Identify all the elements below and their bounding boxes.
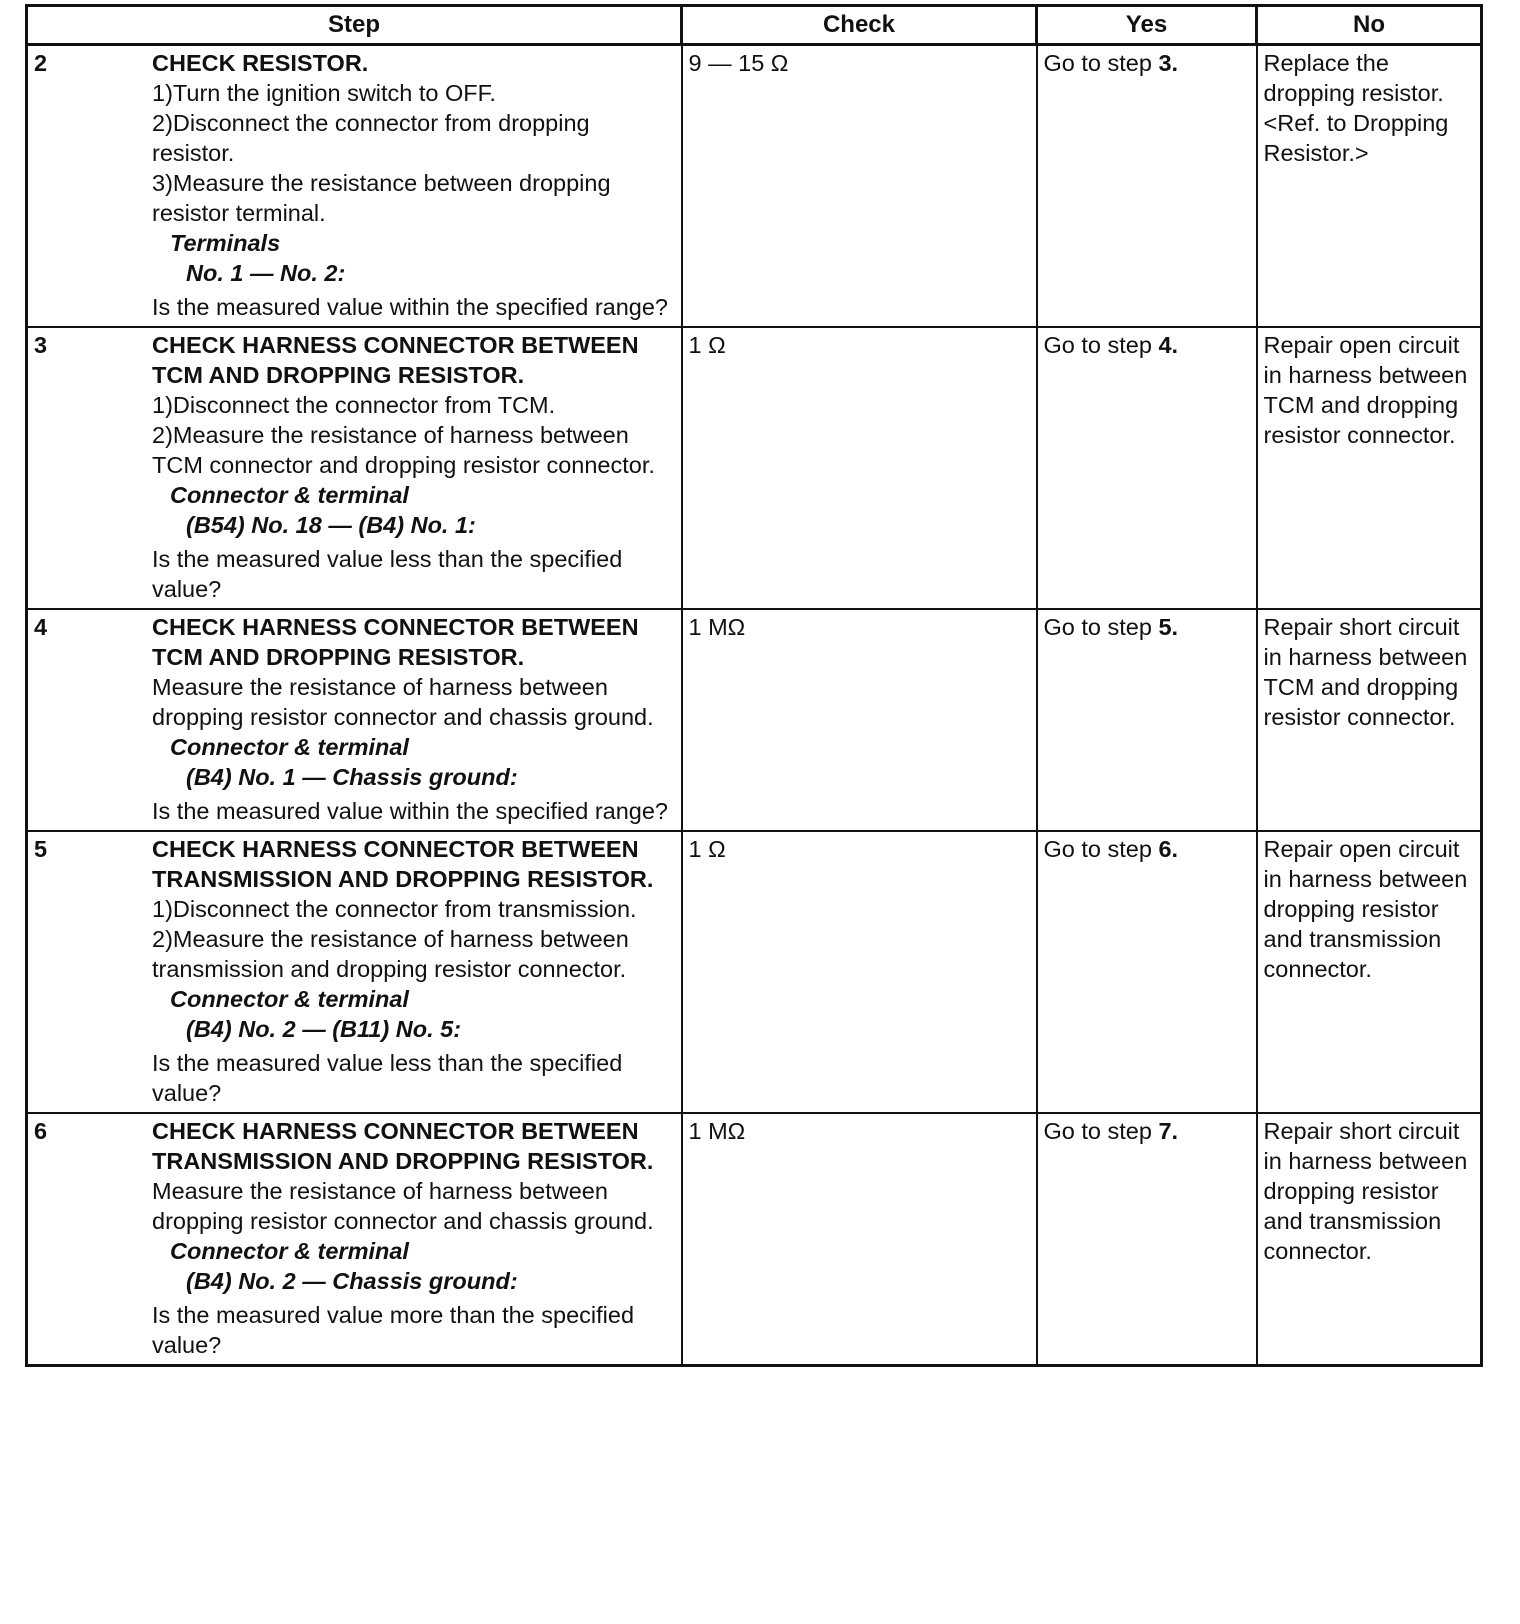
- yes-cell: [1037, 1113, 1257, 1366]
- spec-value: (B4) No. 1 — Chassis ground:: [186, 764, 518, 790]
- table-row: [27, 45, 1482, 328]
- yes-cell: [1037, 45, 1257, 328]
- instruction-line: 1)Disconnect the connector from TCM.: [152, 392, 556, 418]
- instruction-line: 2)Disconnect the connector from dropping resistor.: [152, 110, 590, 166]
- step-instructions: [152, 672, 675, 732]
- step-title: CHECK HARNESS CONNECTOR BETWEEN TRANSMISSION AND DROPPING RESISTOR.: [152, 1118, 654, 1174]
- spec-value: (B54) No. 18 — (B4) No. 1:: [186, 512, 476, 538]
- step-body: [152, 1116, 675, 1360]
- step-instructions: [152, 78, 675, 228]
- yes-text: Go to step: [1043, 836, 1159, 862]
- yes-step-number: 5.: [1158, 614, 1179, 640]
- diagnostic-table: [25, 4, 1483, 1367]
- yes-cell: [1037, 831, 1257, 1113]
- check-cell: 1 Ω: [682, 831, 1037, 1113]
- step-title: CHECK HARNESS CONNECTOR BETWEEN TRANSMISSION AND DROPPING RESISTOR.: [152, 836, 654, 892]
- step-cell: [27, 45, 682, 328]
- step-question: Is the measured value less than the specified value?: [152, 1050, 623, 1106]
- instruction-line: 2)Measure the resistance of harness between TCM connector and dropping resistor connector.: [152, 422, 655, 478]
- check-cell: 1 Ω: [682, 327, 1037, 609]
- step-number: 3: [34, 332, 48, 358]
- step-number: 2: [34, 50, 48, 76]
- step-title: CHECK HARNESS CONNECTOR BETWEEN TCM AND DROPPING RESISTOR.: [152, 614, 639, 670]
- table-row: [27, 831, 1482, 1113]
- step-instructions: [152, 390, 675, 480]
- spec-value: (B4) No. 2 — Chassis ground:: [186, 1268, 518, 1294]
- step-number: 4: [34, 614, 48, 640]
- spec-label: Connector & terminal: [170, 482, 409, 508]
- yes-cell: [1037, 327, 1257, 609]
- yes-step-number: 3.: [1158, 50, 1179, 76]
- step-question: Is the measured value more than the specified value?: [152, 1302, 635, 1358]
- instruction-line: 2)Measure the resistance of harness between transmission and dropping resistor connector.: [152, 926, 629, 982]
- step-body: [152, 48, 675, 322]
- step-cell: [27, 1113, 682, 1366]
- step-title: CHECK RESISTOR.: [152, 50, 369, 76]
- no-cell: Repair open circuit in harness between dropping resistor and transmission connector.: [1257, 831, 1482, 1113]
- spec-label: Connector & terminal: [170, 734, 409, 760]
- spec-value: No. 1 — No. 2:: [186, 260, 346, 286]
- table-row: [27, 327, 1482, 609]
- instruction-line: 3)Measure the resistance between dropping resistor terminal.: [152, 170, 611, 226]
- instruction-line: 1)Disconnect the connector from transmission.: [152, 896, 637, 922]
- step-instructions: [152, 1176, 675, 1236]
- step-number: 5: [34, 836, 48, 862]
- check-cell: 1 MΩ: [682, 1113, 1037, 1366]
- no-cell: Repair open circuit in harness between TCM and dropping resistor connector.: [1257, 327, 1482, 609]
- yes-step-number: 6.: [1158, 836, 1179, 862]
- check-cell: 9 — 15 Ω: [682, 45, 1037, 328]
- yes-text: Go to step: [1043, 614, 1159, 640]
- table-row: [27, 609, 1482, 831]
- yes-text: Go to step: [1043, 332, 1159, 358]
- header-no: No: [1257, 6, 1482, 45]
- yes-cell: [1037, 609, 1257, 831]
- yes-step-number: 4.: [1158, 332, 1179, 358]
- spec-label: Terminals: [170, 230, 281, 256]
- yes-text: Go to step: [1043, 1118, 1159, 1144]
- step-cell: [27, 609, 682, 831]
- instruction-line: Measure the resistance of harness between dropping resistor connector and chassis ground.: [152, 1178, 654, 1234]
- spec-label: Connector & terminal: [170, 1238, 409, 1264]
- header-check: Check: [682, 6, 1037, 45]
- instruction-line: 1)Turn the ignition switch to OFF.: [152, 80, 496, 106]
- header-row: [27, 6, 1482, 45]
- diagnostic-table-page: [25, 4, 1480, 1367]
- header-yes: Yes: [1037, 6, 1257, 45]
- table-row: [27, 1113, 1482, 1366]
- step-body: [152, 612, 675, 826]
- step-question: Is the measured value within the specified range?: [152, 798, 669, 824]
- check-cell: 1 MΩ: [682, 609, 1037, 831]
- step-cell: [27, 327, 682, 609]
- yes-text: Go to step: [1043, 50, 1159, 76]
- step-question: Is the measured value within the specified range?: [152, 294, 669, 320]
- step-question: Is the measured value less than the specified value?: [152, 546, 623, 602]
- header-step: Step: [27, 6, 682, 45]
- step-body: [152, 330, 675, 604]
- no-cell: Replace the dropping resistor. <Ref. to Dropping Resistor.>: [1257, 45, 1482, 328]
- no-cell: Repair short circuit in harness between dropping resistor and transmission connector.: [1257, 1113, 1482, 1366]
- step-title: CHECK HARNESS CONNECTOR BETWEEN TCM AND DROPPING RESISTOR.: [152, 332, 639, 388]
- step-number: 6: [34, 1118, 48, 1144]
- spec-label: Connector & terminal: [170, 986, 409, 1012]
- yes-step-number: 7.: [1158, 1118, 1179, 1144]
- step-cell: [27, 831, 682, 1113]
- spec-value: (B4) No. 2 — (B11) No. 5:: [186, 1016, 462, 1042]
- no-cell: Repair short circuit in harness between TCM and dropping resistor connector.: [1257, 609, 1482, 831]
- step-instructions: [152, 894, 675, 984]
- step-body: [152, 834, 675, 1108]
- instruction-line: Measure the resistance of harness between dropping resistor connector and chassis ground.: [152, 674, 654, 730]
